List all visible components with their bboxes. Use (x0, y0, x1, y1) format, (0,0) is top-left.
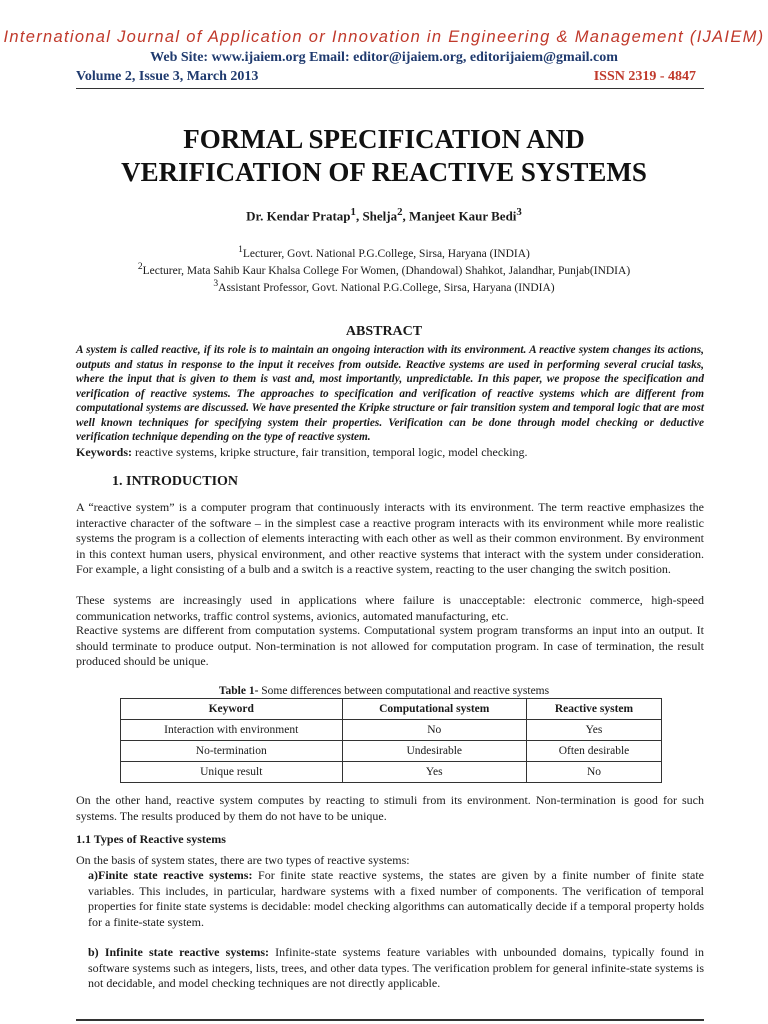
title-line-2: VERIFICATION OF REACTIVE SYSTEMS (121, 157, 647, 187)
subsection-heading: 1.1 Types of Reactive systems (76, 832, 226, 846)
author-list: Dr. Kendar Pratap$^1$, Shelja$^2$, Manjeet Kaur Bedi$^3$ (246, 206, 522, 224)
title-line-1: FORMAL SPECIFICATION AND (183, 124, 585, 154)
paragraph: These systems are increasingly used in applications where failure is unacceptable: electronic commerce, high-speed communication networks, traffic control systems, avionics, automated manufacturing, etc. (76, 593, 704, 623)
journal-name: International Journal of Application or Innovation in Engineering & Management (IJAIEM) (3, 28, 765, 46)
table-cell: No-termination (121, 741, 343, 762)
table-cell: Yes (342, 762, 526, 783)
keywords (76, 445, 704, 460)
table-cell: No (526, 762, 661, 783)
list-item-text: For finite state reactive systems, the states are given by a finite number of finite state variables. This includes, in particular, hardware systems with a fixed number of components. The verification of temporal properties for finite state systems is decidable: model checking algorithms can automatically decide if a temporal property holds for a finite-state system. (88, 868, 704, 929)
table-cell: Often desirable (526, 741, 661, 762)
author-name: Manjeet Kaur Bedi (409, 208, 517, 224)
footer-divider (76, 1019, 704, 1021)
table-header: Computational system (342, 699, 526, 720)
author-name: Dr. Kendar Pratap (246, 208, 351, 224)
table-row (121, 741, 662, 762)
list-item-text: Infinite-state systems feature variables with unbounded domains, typically found in software systems such as integers, lists, trees, and other data types. The verification problem for general infinite-state systems is not decidable, and model checking techniques are not directly applicable. (88, 945, 704, 990)
list-item-label: a)Finite state reactive systems: (88, 868, 253, 882)
list-item-label: b) Infinite state reactive systems: (88, 945, 269, 959)
table-cell: Undesirable (342, 741, 526, 762)
header-divider (76, 88, 704, 89)
list-item (88, 868, 704, 930)
table-row (121, 720, 662, 741)
keywords-text: reactive systems, kripke structure, fair transition, temporal logic, model checking. (135, 445, 528, 459)
author-sup: 1 (350, 206, 356, 218)
paragraph: A “reactive system” is a computer program that continuously interacts with its environment. The term reactive emphasizes the interactive character of the software – in the simplest case a reactive program interacts with its environment while more realistic systems the program is a collection of elements interacting with each other as well as their common environment. By environment in this context human users, physical environment, and other reactive systems that interact with the system under consideration. For example, a light consisting of a bulb and a switch is a reactive system, reacting to the user changing the switch position. (76, 500, 704, 576)
affiliation: $^1$Lecturer, Govt. National P.G.College, Sirsa, Haryana (INDIA) (238, 244, 530, 260)
table-row (121, 762, 662, 783)
author-sup: 2 (397, 206, 403, 218)
volume-issue: Volume 2, Issue 3, March 2013 (76, 69, 259, 84)
comparison-table (120, 698, 662, 783)
author-name: Shelja (362, 208, 398, 224)
paragraph: Reactive systems are different from computation systems. Computational system program transforms an input into an output. It should terminate to produce output. Non-termination is not allowed for computation program. In case of termination, the result produced should be unique. (76, 623, 704, 668)
table-cell: No (342, 720, 526, 741)
author-sup: 3 (516, 206, 522, 218)
table-cell: Unique result (121, 762, 343, 783)
table-cell: Yes (526, 720, 661, 741)
list-item (88, 945, 704, 992)
table-header-row (121, 699, 662, 720)
issn: ISSN 2319 - 4847 (593, 69, 696, 84)
keywords-label: Keywords: (76, 445, 132, 459)
abstract-heading: ABSTRACT (345, 324, 423, 339)
table-caption: Table 1- Some differences between computational and reactive systems (218, 685, 550, 697)
abstract-text: A system is called reactive, if its role is to maintain an ongoing interaction with its environment. A reactive system changes its actions, outputs and status in response to the input it receives from outside. Reactive systems are used in performing several crucial tasks, where the input that is given to them is vast and, most importantly, unpredictable. In this paper, we propose the specification and verification of reactive systems. The approaches to specification and verification of reactive systems which are different from computational systems are discussed. We have presented the Kripke structure or fair transition system and temporal logic that are most well known techniques for specifying system their properties. Verification can be done through model checking or deductive verification technique depending on the type of reactive system. (76, 344, 704, 443)
affiliation: $^3$Assistant Professor, Govt. National P.G.College, Sirsa, Haryana (INDIA) (213, 278, 555, 294)
journal-website: Web Site: www.ijaiem.org Email: editor@ijaiem.org, editorijaiem@gmail.com (150, 50, 618, 65)
paragraph: On the other hand, reactive system computes by reacting to stimuli from its environment. Non-termination is good for such systems. The results produced by them do not have to be unique. (76, 793, 704, 823)
table-header: Reactive system (526, 699, 661, 720)
affiliation: $^2$Lecturer, Mata Sahib Kaur Khalsa College For Women, (Dhandowal) Shahkot, Jalandhar, Punjab(INDIA) (137, 261, 631, 277)
section-heading: 1. INTRODUCTION (112, 474, 239, 489)
paper-title (0, 123, 768, 189)
table-header: Keyword (121, 699, 343, 720)
paragraph: On the basis of system states, there are two types of reactive systems: (76, 853, 410, 867)
table-cell: Interaction with environment (121, 720, 343, 741)
